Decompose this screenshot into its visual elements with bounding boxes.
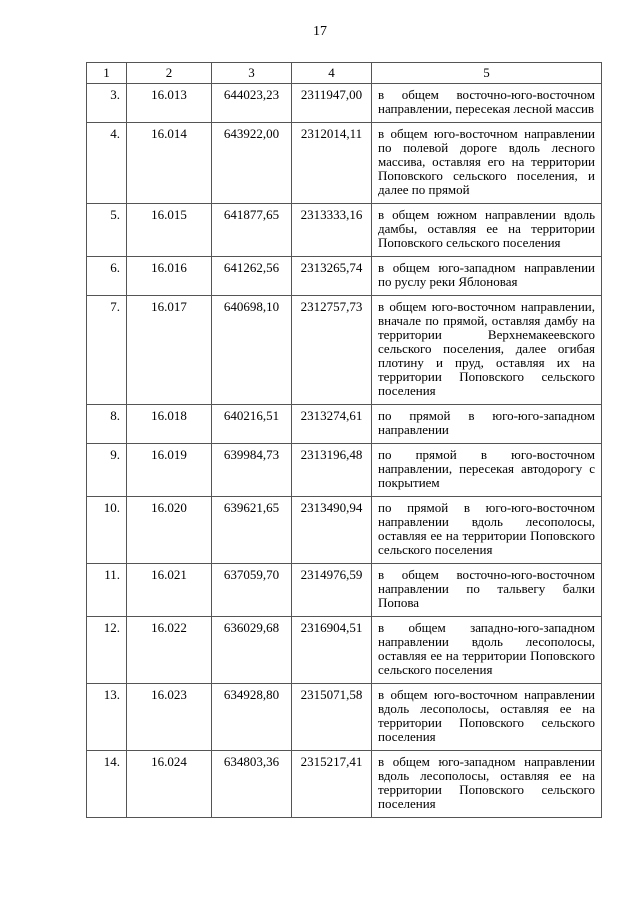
y-coordinate-cell: 2315217,41 — [292, 751, 372, 818]
x-coordinate-cell: 637059,70 — [212, 564, 292, 617]
y-coordinate-cell: 2313265,74 — [292, 257, 372, 296]
description-cell: в общем восточно-юго-восточном направлении, пересекая лесной массив — [372, 84, 602, 123]
row-number-cell: 7. — [87, 296, 127, 405]
table-row — [87, 684, 602, 751]
point-code-cell: 16.016 — [127, 257, 212, 296]
header-col-3: 3 — [212, 63, 292, 84]
y-coordinate-cell: 2312757,73 — [292, 296, 372, 405]
table-row — [87, 84, 602, 123]
row-number-cell: 6. — [87, 257, 127, 296]
table-header — [87, 63, 602, 84]
row-number-cell: 12. — [87, 617, 127, 684]
table-row — [87, 405, 602, 444]
point-code-cell: 16.015 — [127, 204, 212, 257]
row-number-cell: 8. — [87, 405, 127, 444]
y-coordinate-cell: 2311947,00 — [292, 84, 372, 123]
x-coordinate-cell: 639621,65 — [212, 497, 292, 564]
description-cell: по прямой в юго-восточном направлении, пересекая автодорогу с покрытием — [372, 444, 602, 497]
row-number-cell: 9. — [87, 444, 127, 497]
table-row — [87, 751, 602, 818]
x-coordinate-cell: 639984,73 — [212, 444, 292, 497]
x-coordinate-cell: 636029,68 — [212, 617, 292, 684]
y-coordinate-cell: 2313196,48 — [292, 444, 372, 497]
table-row — [87, 204, 602, 257]
point-code-cell: 16.017 — [127, 296, 212, 405]
point-code-cell: 16.022 — [127, 617, 212, 684]
point-code-cell: 16.023 — [127, 684, 212, 751]
x-coordinate-cell: 643922,00 — [212, 123, 292, 204]
row-number-cell: 10. — [87, 497, 127, 564]
description-cell: в общем юго-западном направлении по руслу реки Яблоновая — [372, 257, 602, 296]
row-number-cell: 11. — [87, 564, 127, 617]
x-coordinate-cell: 634803,36 — [212, 751, 292, 818]
y-coordinate-cell: 2315071,58 — [292, 684, 372, 751]
header-col-4: 4 — [292, 63, 372, 84]
table-row — [87, 257, 602, 296]
point-code-cell: 16.013 — [127, 84, 212, 123]
row-number-cell: 14. — [87, 751, 127, 818]
table-body — [87, 84, 602, 818]
row-number-cell: 4. — [87, 123, 127, 204]
point-code-cell: 16.021 — [127, 564, 212, 617]
point-code-cell: 16.024 — [127, 751, 212, 818]
row-number-cell: 13. — [87, 684, 127, 751]
x-coordinate-cell: 640216,51 — [212, 405, 292, 444]
point-code-cell: 16.019 — [127, 444, 212, 497]
y-coordinate-cell: 2314976,59 — [292, 564, 372, 617]
description-cell: по прямой в юго-юго-восточном направлении вдоль лесополосы, оставляя ее на территории Поповского сельского поселения — [372, 497, 602, 564]
boundary-table — [86, 62, 602, 818]
y-coordinate-cell: 2316904,51 — [292, 617, 372, 684]
table-row — [87, 497, 602, 564]
table-row — [87, 296, 602, 405]
header-col-2: 2 — [127, 63, 212, 84]
x-coordinate-cell: 641877,65 — [212, 204, 292, 257]
description-cell: в общем юго-западном направлении вдоль лесополосы, оставляя ее на территории Поповского сельского поселения — [372, 751, 602, 818]
table-row — [87, 444, 602, 497]
description-cell: в общем южном направлении вдоль дамбы, оставляя ее на территории Поповского сельского поселения — [372, 204, 602, 257]
row-number-cell: 5. — [87, 204, 127, 257]
x-coordinate-cell: 644023,23 — [212, 84, 292, 123]
row-number-cell: 3. — [87, 84, 127, 123]
x-coordinate-cell: 641262,56 — [212, 257, 292, 296]
x-coordinate-cell: 634928,80 — [212, 684, 292, 751]
x-coordinate-cell: 640698,10 — [212, 296, 292, 405]
point-code-cell: 16.020 — [127, 497, 212, 564]
page-number: 17 — [313, 24, 327, 39]
y-coordinate-cell: 2313274,61 — [292, 405, 372, 444]
point-code-cell: 16.014 — [127, 123, 212, 204]
y-coordinate-cell: 2313490,94 — [292, 497, 372, 564]
table-row — [87, 617, 602, 684]
description-cell: в общем восточно-юго-восточном направлении по тальвегу балки Попова — [372, 564, 602, 617]
header-col-1: 1 — [87, 63, 127, 84]
description-cell: по прямой в юго-юго-западном направлении — [372, 405, 602, 444]
table-row — [87, 564, 602, 617]
header-col-5: 5 — [372, 63, 602, 84]
table-row — [87, 123, 602, 204]
description-cell: в общем юго-восточном направлении вдоль лесополосы, оставляя ее на территории Поповского сельского поселения — [372, 684, 602, 751]
description-cell: в общем юго-восточном направлении, вначале по прямой, оставляя дамбу на территории Верхнемакеевского сельского поселения, далее огибая плотину и пруд, оставляя их на территории Поповского сельского поселения — [372, 296, 602, 405]
y-coordinate-cell: 2312014,11 — [292, 123, 372, 204]
description-cell: в общем западно-юго-западном направлении вдоль лесополосы, оставляя ее на территории Поповского сельского поселения — [372, 617, 602, 684]
point-code-cell: 16.018 — [127, 405, 212, 444]
y-coordinate-cell: 2313333,16 — [292, 204, 372, 257]
description-cell: в общем юго-восточном направлении по полевой дороге вдоль лесного массива, оставляя его на территории Поповского сельского поселения, и далее по прямой — [372, 123, 602, 204]
